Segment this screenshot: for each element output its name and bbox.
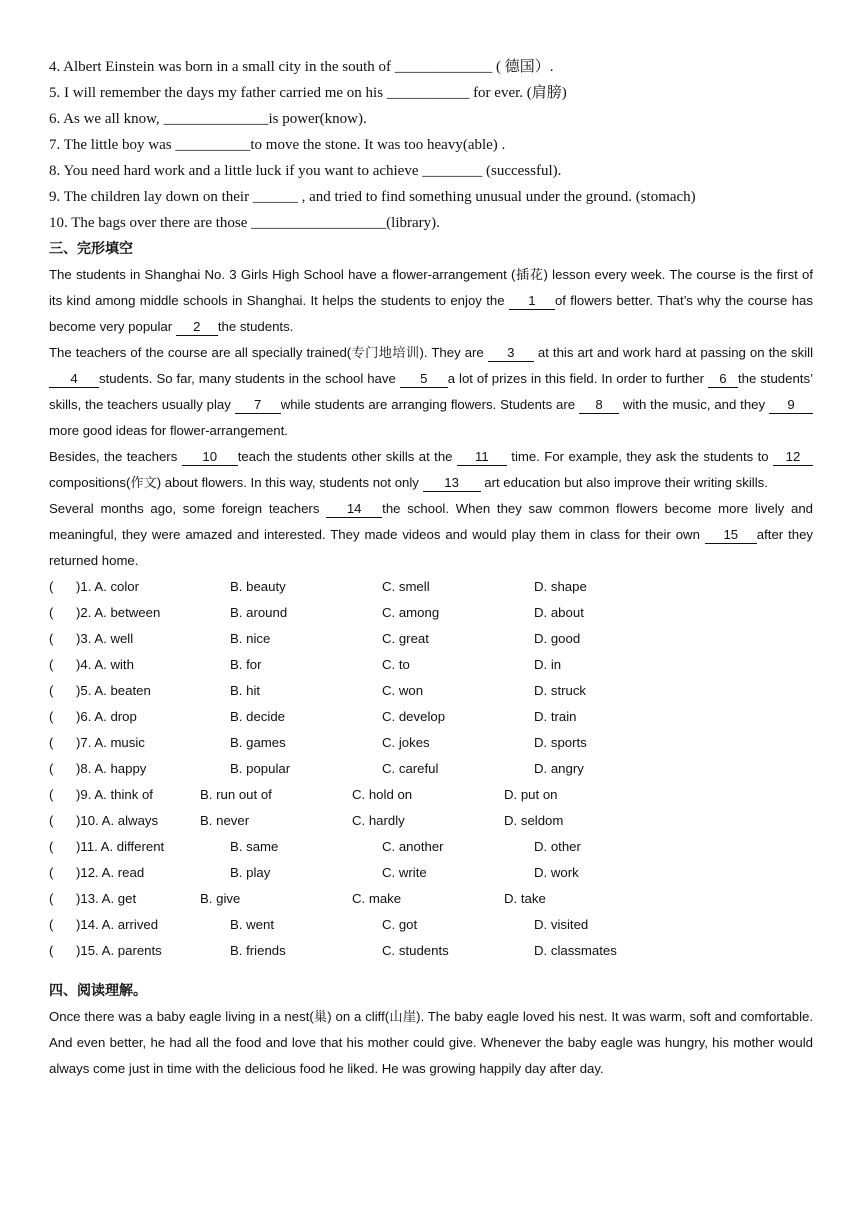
cloze-passage [49, 262, 813, 574]
answer-paren[interactable]: ( [49, 865, 54, 880]
option-c[interactable]: C. another [382, 839, 444, 854]
vocab-question [49, 132, 813, 158]
option-b[interactable]: B. nice [230, 631, 271, 646]
option-d[interactable]: D. good [534, 631, 581, 646]
passage-text: teach the students other skills at the [237, 449, 457, 464]
option-d[interactable]: D. seldom [504, 813, 564, 828]
cloze-blank-11[interactable]: 11 [457, 449, 507, 466]
option-c[interactable]: C. won [382, 683, 424, 698]
answer-paren[interactable]: ( [49, 943, 54, 958]
cloze-blank-7[interactable]: 7 [235, 397, 281, 414]
option-b[interactable]: B. went [230, 917, 274, 932]
option-d[interactable]: D. visited [534, 917, 589, 932]
passage-text: ) about flowers. In this way, students not only [156, 475, 423, 490]
answer-blank[interactable]: _____________ [394, 59, 493, 75]
option-d[interactable]: D. sports [534, 735, 587, 750]
option-a[interactable]: )14. A. arrived [76, 917, 159, 932]
option-b[interactable]: B. same [230, 839, 279, 854]
question-hint: , and tried to find something unusual under the ground. (stomach) [297, 189, 696, 205]
cloze-blank-13[interactable]: 13 [423, 475, 481, 492]
reading-heading: 四、阅读理解。 [49, 983, 147, 999]
question-hint: to move the stone. It was too heavy(able) . [250, 137, 506, 153]
cloze-paragraph [49, 444, 813, 496]
option-b[interactable]: B. around [230, 605, 288, 620]
vocab-question [49, 54, 813, 80]
option-d[interactable]: D. shape [534, 579, 587, 594]
answer-blank[interactable]: ______ [252, 189, 298, 205]
option-a[interactable]: )7. A. music [76, 735, 145, 750]
option-a[interactable]: )10. A. always [76, 813, 159, 828]
passage-text: 插花 [515, 267, 544, 282]
option-b[interactable]: B. run out of [200, 787, 272, 802]
cloze-question-row [49, 626, 813, 652]
passage-text: compositions( [49, 475, 131, 490]
question-text: 9. The children lay down on their [49, 189, 253, 205]
passage-text: more good ideas for flower-arrangement. [49, 423, 288, 438]
option-c[interactable]: C. students [382, 943, 449, 958]
vocab-question [49, 106, 813, 132]
passage-text: art education but also improve their writing skills. [480, 475, 768, 490]
cloze-blank-3[interactable]: 3 [488, 345, 534, 362]
passage-text: a lot of prizes in this field. In order to further [447, 371, 708, 386]
passage-text: Once there was a baby eagle living in a nest( [49, 1009, 314, 1024]
option-c[interactable]: C. among [382, 605, 440, 620]
cloze-blank-5[interactable]: 5 [400, 371, 448, 388]
passage-text: The students in Shanghai No. 3 Girls High School have a flower-arrangement ( [49, 267, 516, 282]
passage-text: while students are arranging flowers. Students are [280, 397, 579, 412]
cloze-blank-1[interactable]: 1 [509, 293, 555, 310]
option-d[interactable]: D. take [504, 891, 546, 906]
cloze-question-row [49, 912, 813, 938]
option-c[interactable]: C. develop [382, 709, 446, 724]
cloze-question-row [49, 704, 813, 730]
cloze-question-row [49, 600, 813, 626]
passage-text: ) lesson every week. The course is the first of its kind among middle schools in Shanghai. It helps the students to enjoy the [49, 267, 814, 308]
passage-text: the school. When they saw common flowers become more lively and meaningful, they were amazed and interested. They made videos and would play them in class for their own [49, 501, 813, 542]
question-hint: ( 德国）. [492, 59, 554, 75]
cloze-heading: 三、完形填空 [49, 241, 133, 257]
passage-text: Several months ago, some foreign teachers [49, 501, 327, 516]
question-text: 10. The bags over there are those [49, 215, 252, 231]
passage-text: 巢 [313, 1009, 328, 1024]
question-text: 6. As we all know, [49, 111, 164, 127]
option-b[interactable]: B. games [230, 735, 286, 750]
answer-paren[interactable]: ( [49, 839, 54, 854]
cloze-question-row [49, 730, 813, 756]
answer-blank[interactable]: ______________ [163, 111, 269, 127]
option-c[interactable]: C. jokes [382, 735, 430, 750]
cloze-blank-12[interactable]: 12 [773, 449, 813, 466]
vocabulary-section [49, 54, 813, 236]
option-c[interactable]: C. smell [382, 579, 430, 594]
answer-paren[interactable]: ( [49, 761, 54, 776]
option-a[interactable]: )5. A. beaten [76, 683, 151, 698]
cloze-blank-4[interactable]: 4 [49, 371, 99, 388]
answer-blank[interactable]: __________________ [251, 215, 387, 231]
option-d[interactable]: D. classmates [534, 943, 617, 958]
cloze-blank-6[interactable]: 6 [708, 371, 738, 388]
question-text: 7. The little boy was [49, 137, 176, 153]
option-d[interactable]: D. in [534, 657, 562, 672]
option-a[interactable]: )3. A. well [76, 631, 134, 646]
option-d[interactable]: D. put on [504, 787, 558, 802]
answer-paren[interactable]: ( [49, 709, 54, 724]
question-text: 4. Albert Einstein was born in a small city in the south of [49, 59, 395, 75]
cloze-question-row [49, 574, 813, 600]
question-text: 8. You need hard work and a little luck if you want to achieve [49, 163, 423, 179]
passage-text: with the music, and they [618, 397, 769, 412]
reading-paragraph [49, 1004, 813, 1082]
answer-paren[interactable]: ( [49, 579, 54, 594]
option-d[interactable]: D. train [534, 709, 577, 724]
passage-text: students. So far, many students in the school have [99, 371, 400, 386]
cloze-blank-10[interactable]: 10 [182, 449, 238, 466]
cloze-options [49, 574, 813, 964]
cloze-question-row [49, 886, 813, 912]
cloze-paragraph [49, 496, 813, 574]
cloze-question-row [49, 808, 813, 834]
cloze-question-row [49, 860, 813, 886]
question-hint: is power(know). [268, 111, 367, 127]
answer-paren[interactable]: ( [49, 917, 54, 932]
option-c[interactable]: C. great [382, 631, 429, 646]
option-a[interactable]: )1. A. color [76, 579, 140, 594]
option-a[interactable]: )6. A. drop [76, 709, 137, 724]
passage-text: ) on a cliff( [327, 1009, 390, 1024]
answer-blank[interactable]: __________ [175, 137, 251, 153]
passage-text: ). The baby eagle loved his nest. It was warm, soft and comfortable. And even better, he had all the food and love that his mother could give. Whenever the baby eagle was hungry, his mother would always come just in time with the delicious food he liked. He was growing happily day after day. [49, 1009, 814, 1076]
option-b[interactable]: B. popular [230, 761, 291, 776]
cloze-blank-14[interactable]: 14 [326, 501, 382, 518]
answer-paren[interactable]: ( [49, 657, 54, 672]
cloze-blank-15[interactable]: 15 [705, 527, 757, 544]
option-d[interactable]: D. angry [534, 761, 584, 776]
answer-paren[interactable]: ( [49, 735, 54, 750]
option-b[interactable]: B. friends [230, 943, 286, 958]
passage-text: at this art and work hard at passing on the skill [533, 345, 813, 360]
option-c[interactable]: C. careful [382, 761, 439, 776]
answer-paren[interactable]: ( [49, 605, 54, 620]
cloze-question-row [49, 678, 813, 704]
passage-text: time. For example, they ask the students to [506, 449, 773, 464]
cloze-blank-8[interactable]: 8 [579, 397, 619, 414]
option-c[interactable]: C. got [382, 917, 418, 932]
option-b[interactable]: B. for [230, 657, 262, 672]
passage-text: The teachers of the course are all specially trained( [49, 345, 352, 360]
option-a[interactable]: )12. A. read [76, 865, 145, 880]
passage-text: 专门地培训 [351, 345, 420, 360]
option-c[interactable]: C. write [382, 865, 427, 880]
option-b[interactable]: B. play [230, 865, 271, 880]
cloze-question-row [49, 834, 813, 860]
option-a[interactable]: )2. A. between [76, 605, 161, 620]
option-d[interactable]: D. struck [534, 683, 587, 698]
question-hint: (library). [386, 215, 440, 231]
passage-text: after they returned home. [49, 527, 813, 568]
option-a[interactable]: )13. A. get [76, 891, 137, 906]
answer-paren[interactable]: ( [49, 787, 54, 802]
option-d[interactable]: D. other [534, 839, 581, 854]
answer-paren[interactable]: ( [49, 813, 54, 828]
answer-paren[interactable]: ( [49, 891, 54, 906]
passage-text: the students’ skills, the teachers usually play [49, 371, 813, 412]
passage-text: 山崖 [389, 1009, 417, 1024]
option-d[interactable]: D. about [534, 605, 584, 620]
cloze-question-row [49, 756, 813, 782]
option-d[interactable]: D. work [534, 865, 579, 880]
passage-text: 作文 [130, 475, 157, 490]
option-b[interactable]: B. give [200, 891, 241, 906]
answer-blank[interactable]: ________ [422, 163, 483, 179]
option-b[interactable]: B. never [200, 813, 250, 828]
vocab-question [49, 80, 813, 106]
option-a[interactable]: )15. A. parents [76, 943, 162, 958]
worksheet-page [49, 54, 813, 1082]
passage-text: ). They are [419, 345, 488, 360]
answer-blank[interactable]: ___________ [386, 85, 470, 101]
cloze-paragraph [49, 262, 813, 340]
option-b[interactable]: B. hit [230, 683, 261, 698]
cloze-paragraph [49, 340, 813, 444]
passage-text: of flowers better. That’s why the course has become very popular [49, 293, 813, 334]
option-a[interactable]: )4. A. with [76, 657, 134, 672]
passage-text: the students. [217, 319, 294, 334]
option-c[interactable]: C. hold on [352, 787, 413, 802]
cloze-question-row [49, 938, 813, 964]
cloze-question-row [49, 782, 813, 808]
cloze-blank-9[interactable]: 9 [769, 397, 813, 414]
section-gap [49, 964, 813, 978]
option-b[interactable]: B. decide [230, 709, 285, 724]
answer-paren[interactable]: ( [49, 631, 54, 646]
answer-paren[interactable]: ( [49, 683, 54, 698]
option-c[interactable]: C. to [382, 657, 410, 672]
option-a[interactable]: )11. A. different [76, 839, 165, 854]
vocab-question [49, 210, 813, 236]
question-hint: (successful). [482, 163, 562, 179]
question-text: 5. I will remember the days my father carried me on his [49, 85, 387, 101]
cloze-question-row [49, 652, 813, 678]
vocab-question [49, 184, 813, 210]
passage-text: Besides, the teachers [49, 449, 182, 464]
option-a[interactable]: )9. A. think of [76, 787, 153, 802]
question-hint: for ever. (肩膀) [469, 85, 567, 101]
option-a[interactable]: )8. A. happy [76, 761, 147, 776]
option-b[interactable]: B. beauty [230, 579, 286, 594]
vocab-question [49, 158, 813, 184]
option-c[interactable]: C. hardly [352, 813, 405, 828]
option-c[interactable]: C. make [352, 891, 402, 906]
cloze-blank-2[interactable]: 2 [176, 319, 218, 336]
reading-passage [49, 1004, 813, 1082]
